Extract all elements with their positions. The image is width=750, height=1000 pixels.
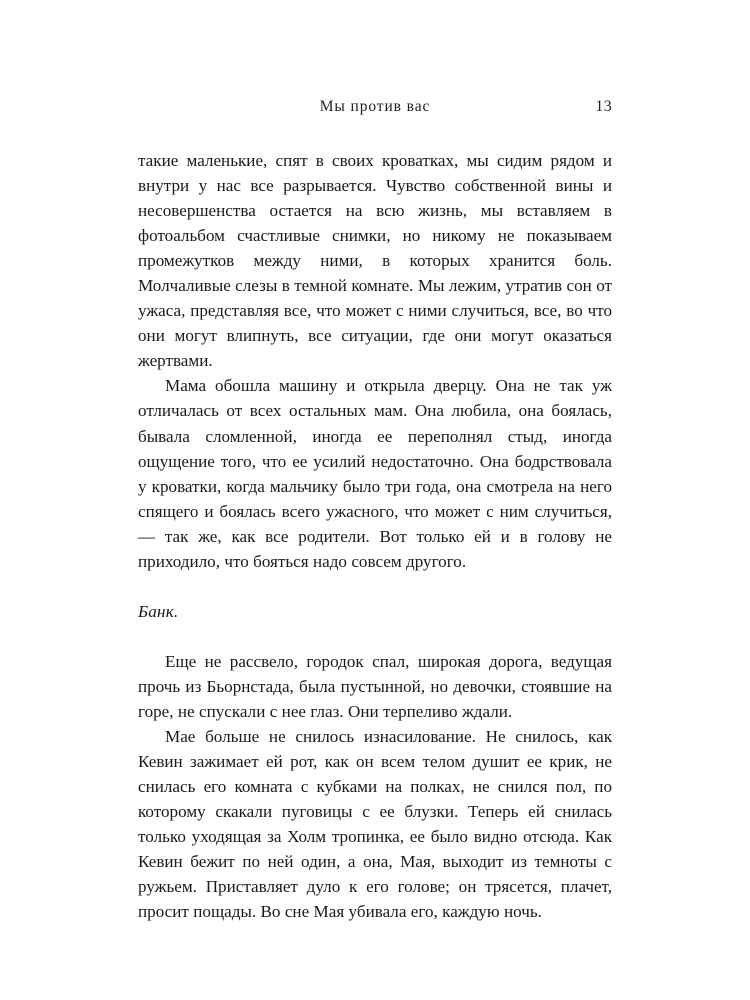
- page-number: 13: [595, 98, 612, 115]
- scene-marker-bank: Банк.: [138, 601, 179, 621]
- running-head-title: Мы против вас: [319, 98, 431, 115]
- running-head: [138, 98, 612, 120]
- paragraph-dawn: Еще не рассвело, городок спал, широкая дорога, ведущая прочь из Бьорнстада, была пустынной, но девочки, стоявшие на горе, не спускали с нее глаз. Они терпеливо ждали.: [138, 651, 612, 722]
- paragraph-maya: Мае больше не снилось изнасилование. Не снилось, как Кевин зажимает ей рот, как он всем телом душит ее крик, не снилась его комната с кубками на полках, не снился пол, по которому скакали пуговицы с ее блузки. Теперь ей снилась только уходящая за Холм тропинка, ее было видно отсюда. Как Кевин бежит по ней один, а она, Мая, выходит из темноты с ружьем. Приставляет дуло к его голове; он трясется, плачет, просит пощады. Во сне Мая убивала его, каждую ночь.: [138, 727, 612, 922]
- body-text-block: [138, 148, 612, 924]
- paragraph-continued: такие маленькие, спят в своих кроватках, мы сидим рядом и внутри у нас все разрывается. Чувство собственной вины и несовершенства остается на всю жизнь, мы вставляем в фотоальбом счастливые снимки, но никому не показываем промежутков между ними, в которых хранится боль. Молчаливые слезы в темной комнате. Мы лежим, утратив сон от ужаса, представляя все, что может с ними случиться, все, во что они могут влипнуть, все ситуации, где они могут оказаться жертвами.: [138, 151, 612, 371]
- paragraph-mama: Мама обошла машину и открыла дверцу. Она не так уж отличалась от всех остальных мам. Она любила, она боялась, бывала сломленной, иногда ее переполнял стыд, иногда ощущение того, что ее усилий недостаточно. Она бодрствовала у кроватки, когда мальчику было три года, она смотрела на него спящего и боялась всего ужасного, что может с ним случиться, — так же, как все родители. Вот только ей и в голову не приходило, что бояться надо совсем другого.: [138, 376, 612, 571]
